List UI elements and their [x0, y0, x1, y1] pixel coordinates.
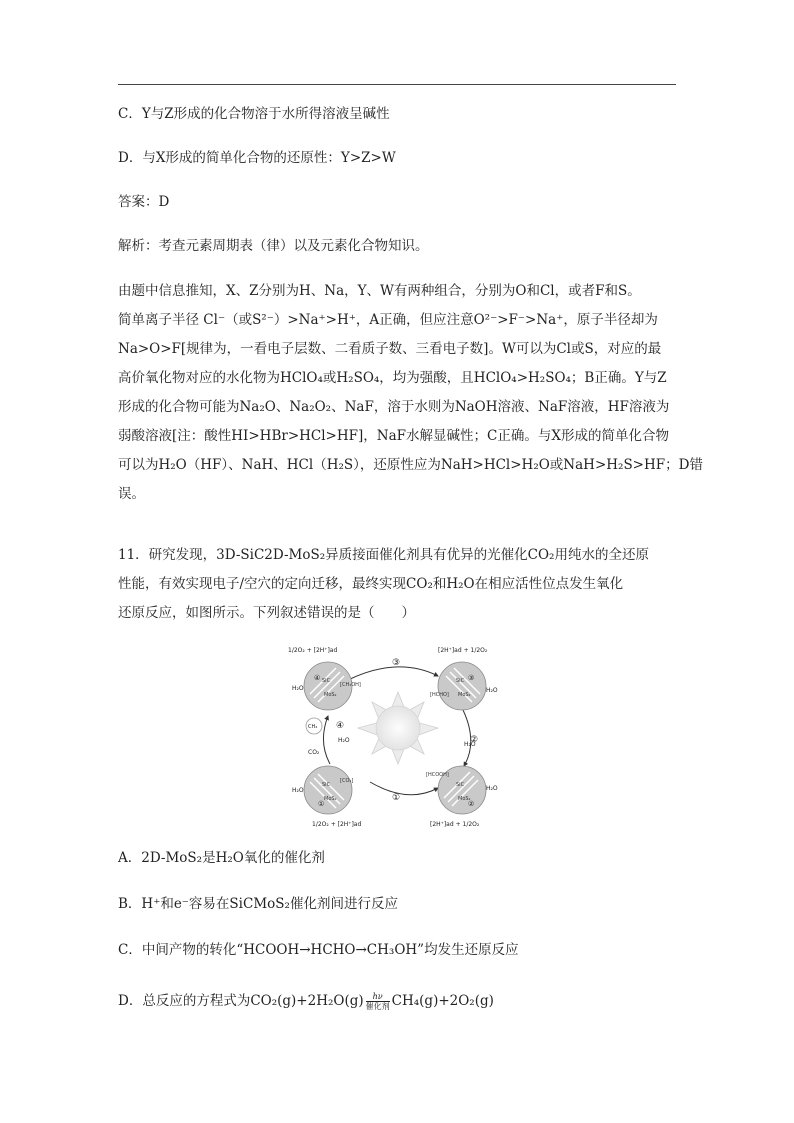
analysis-line: 误。	[118, 486, 145, 502]
analysis-line: 高价氧化物对应的水化物为HClO₄或H₂SO₄，均为强酸，且HClO₄>H₂SO₄；B正确。Y与Z	[118, 370, 667, 386]
answer: 答案：D	[118, 194, 170, 210]
catalyst-label: MoS₂	[458, 796, 471, 802]
option-d	[118, 992, 494, 1011]
analysis-line: 弱酸溶液[注：酸性HI>HBr>HCl>HF]，NaF水解显碱性；C正确。与X形成的简单化合物	[118, 428, 669, 444]
condition-top: hν	[372, 992, 383, 1001]
analysis-line: 由题中信息推知，X、Z分别为H、Na，Y、W有两种组合，分别为O和Cl，或者F和S。	[118, 283, 641, 299]
product-label: 1/2O₂ + [2H⁺]ad	[288, 647, 338, 654]
step-number: ④	[314, 674, 321, 682]
option-b: B．H⁺和e⁻容易在SiCMoS₂催化剂间进行反应	[118, 896, 398, 912]
ch4-bubble	[306, 718, 322, 734]
sun-icon	[358, 692, 438, 764]
catalyst-particle-top-right	[438, 662, 486, 710]
product-label: [2H⁺]ad + 1/2O₂	[438, 647, 488, 654]
question-line: 还原反应，如图所示。下列叙述错误的是（ ）	[118, 605, 415, 621]
product-label: [2H⁺]ad + 1/2O₂	[430, 821, 480, 828]
h2o-label: H₂O	[486, 687, 498, 694]
h2o-label: H₂O	[338, 737, 350, 744]
option-d-products: CH₄(g)+2O₂(g)	[391, 993, 494, 1009]
step-number: ③	[468, 674, 475, 682]
step-number: ③	[392, 658, 401, 668]
analysis-line: 形成的化合物可能为Na₂O、Na₂O₂、NaF，溶于水则为NaOH溶液、NaF溶液，HF溶液为	[118, 399, 670, 415]
step-number: ①	[318, 800, 325, 808]
h2o-label: H₂O	[292, 685, 304, 692]
step-number: ②	[470, 735, 479, 745]
analysis-title: 解析：考查元素周期表（律）以及元素化合物知识。	[118, 238, 429, 254]
option-d-reactants: D．总反应的方程式为CO₂(g)+2H₂O(g)	[118, 993, 364, 1009]
analysis-line: Na>O>F[规律为，一看电子层数、二看质子数、三看电子数]。W可以为Cl或S，对应的最	[118, 341, 662, 357]
option-d-prev: D．与X形成的简单化合物的还原性：Y>Z>W	[118, 150, 396, 166]
analysis-line: 简单离子半径 Cl⁻（或S²⁻）>Na⁺>H⁺，A正确，但应注意O²⁻>F⁻>Na⁺，原子半径却为	[118, 312, 658, 328]
intermediate-label: [HCOOH]	[426, 772, 449, 778]
catalyst-label: SiC	[322, 782, 331, 788]
question-11	[118, 541, 678, 628]
ch4-label: CH₄	[308, 724, 318, 730]
catalyst-label: SiC	[456, 678, 465, 684]
catalyst-label: SiC	[322, 678, 331, 684]
h2o-label: H₂O	[486, 785, 498, 792]
analysis-line: 可以为H₂O（HF）、NaH、HCl（H₂S），还原性应为NaH>HCl>H₂O或NaH>H₂S>HF；D错	[118, 457, 703, 473]
option-c-prev: C．Y与Z形成的化合物溶于水所得溶液呈碱性	[118, 106, 390, 122]
option-a: A．2D-MoS₂是H₂O氧化的催化剂	[118, 850, 325, 866]
step-number: ④	[336, 721, 345, 731]
catalyst-label: MoS₂	[458, 692, 471, 698]
step-number: ②	[468, 800, 475, 808]
step-number: ①	[392, 793, 401, 803]
catalyst-label: MoS₂	[324, 692, 337, 698]
intermediate-label: [HCHO]	[430, 692, 449, 698]
photocatalysis-figure	[278, 642, 518, 832]
question-line: 11．研究发现，3D-SiC2D-MoS₂异质接面催化剂具有优异的光催化CO₂用纯水的全还原	[118, 547, 649, 563]
option-c: C．中间产物的转化“HCOOH→HCHO→CH₃OH”均发生还原反应	[118, 942, 519, 958]
catalyst-particle-bottom-left	[304, 766, 352, 814]
h2o-label: H₂O	[464, 741, 476, 748]
analysis-paragraph	[118, 277, 703, 509]
question-line: 性能，有效实现电子/空穴的定向迁移，最终实现CO₂和H₂O在相应活性位点发生氧化	[118, 576, 624, 592]
co2-label: CO₂	[308, 749, 320, 756]
condition-bottom: 催化剂	[365, 1002, 390, 1011]
intermediate-label: [CO₂]	[340, 778, 354, 784]
reaction-condition	[366, 992, 390, 1011]
product-label: 1/2O₂ + [2H⁺]ad	[312, 821, 362, 828]
h2o-label: H₂O	[292, 787, 304, 794]
catalyst-label: MoS₂	[324, 796, 337, 802]
header-rule	[118, 84, 676, 85]
intermediate-label: [CH₃OH]	[340, 682, 361, 688]
catalyst-label: SiC	[456, 782, 465, 788]
